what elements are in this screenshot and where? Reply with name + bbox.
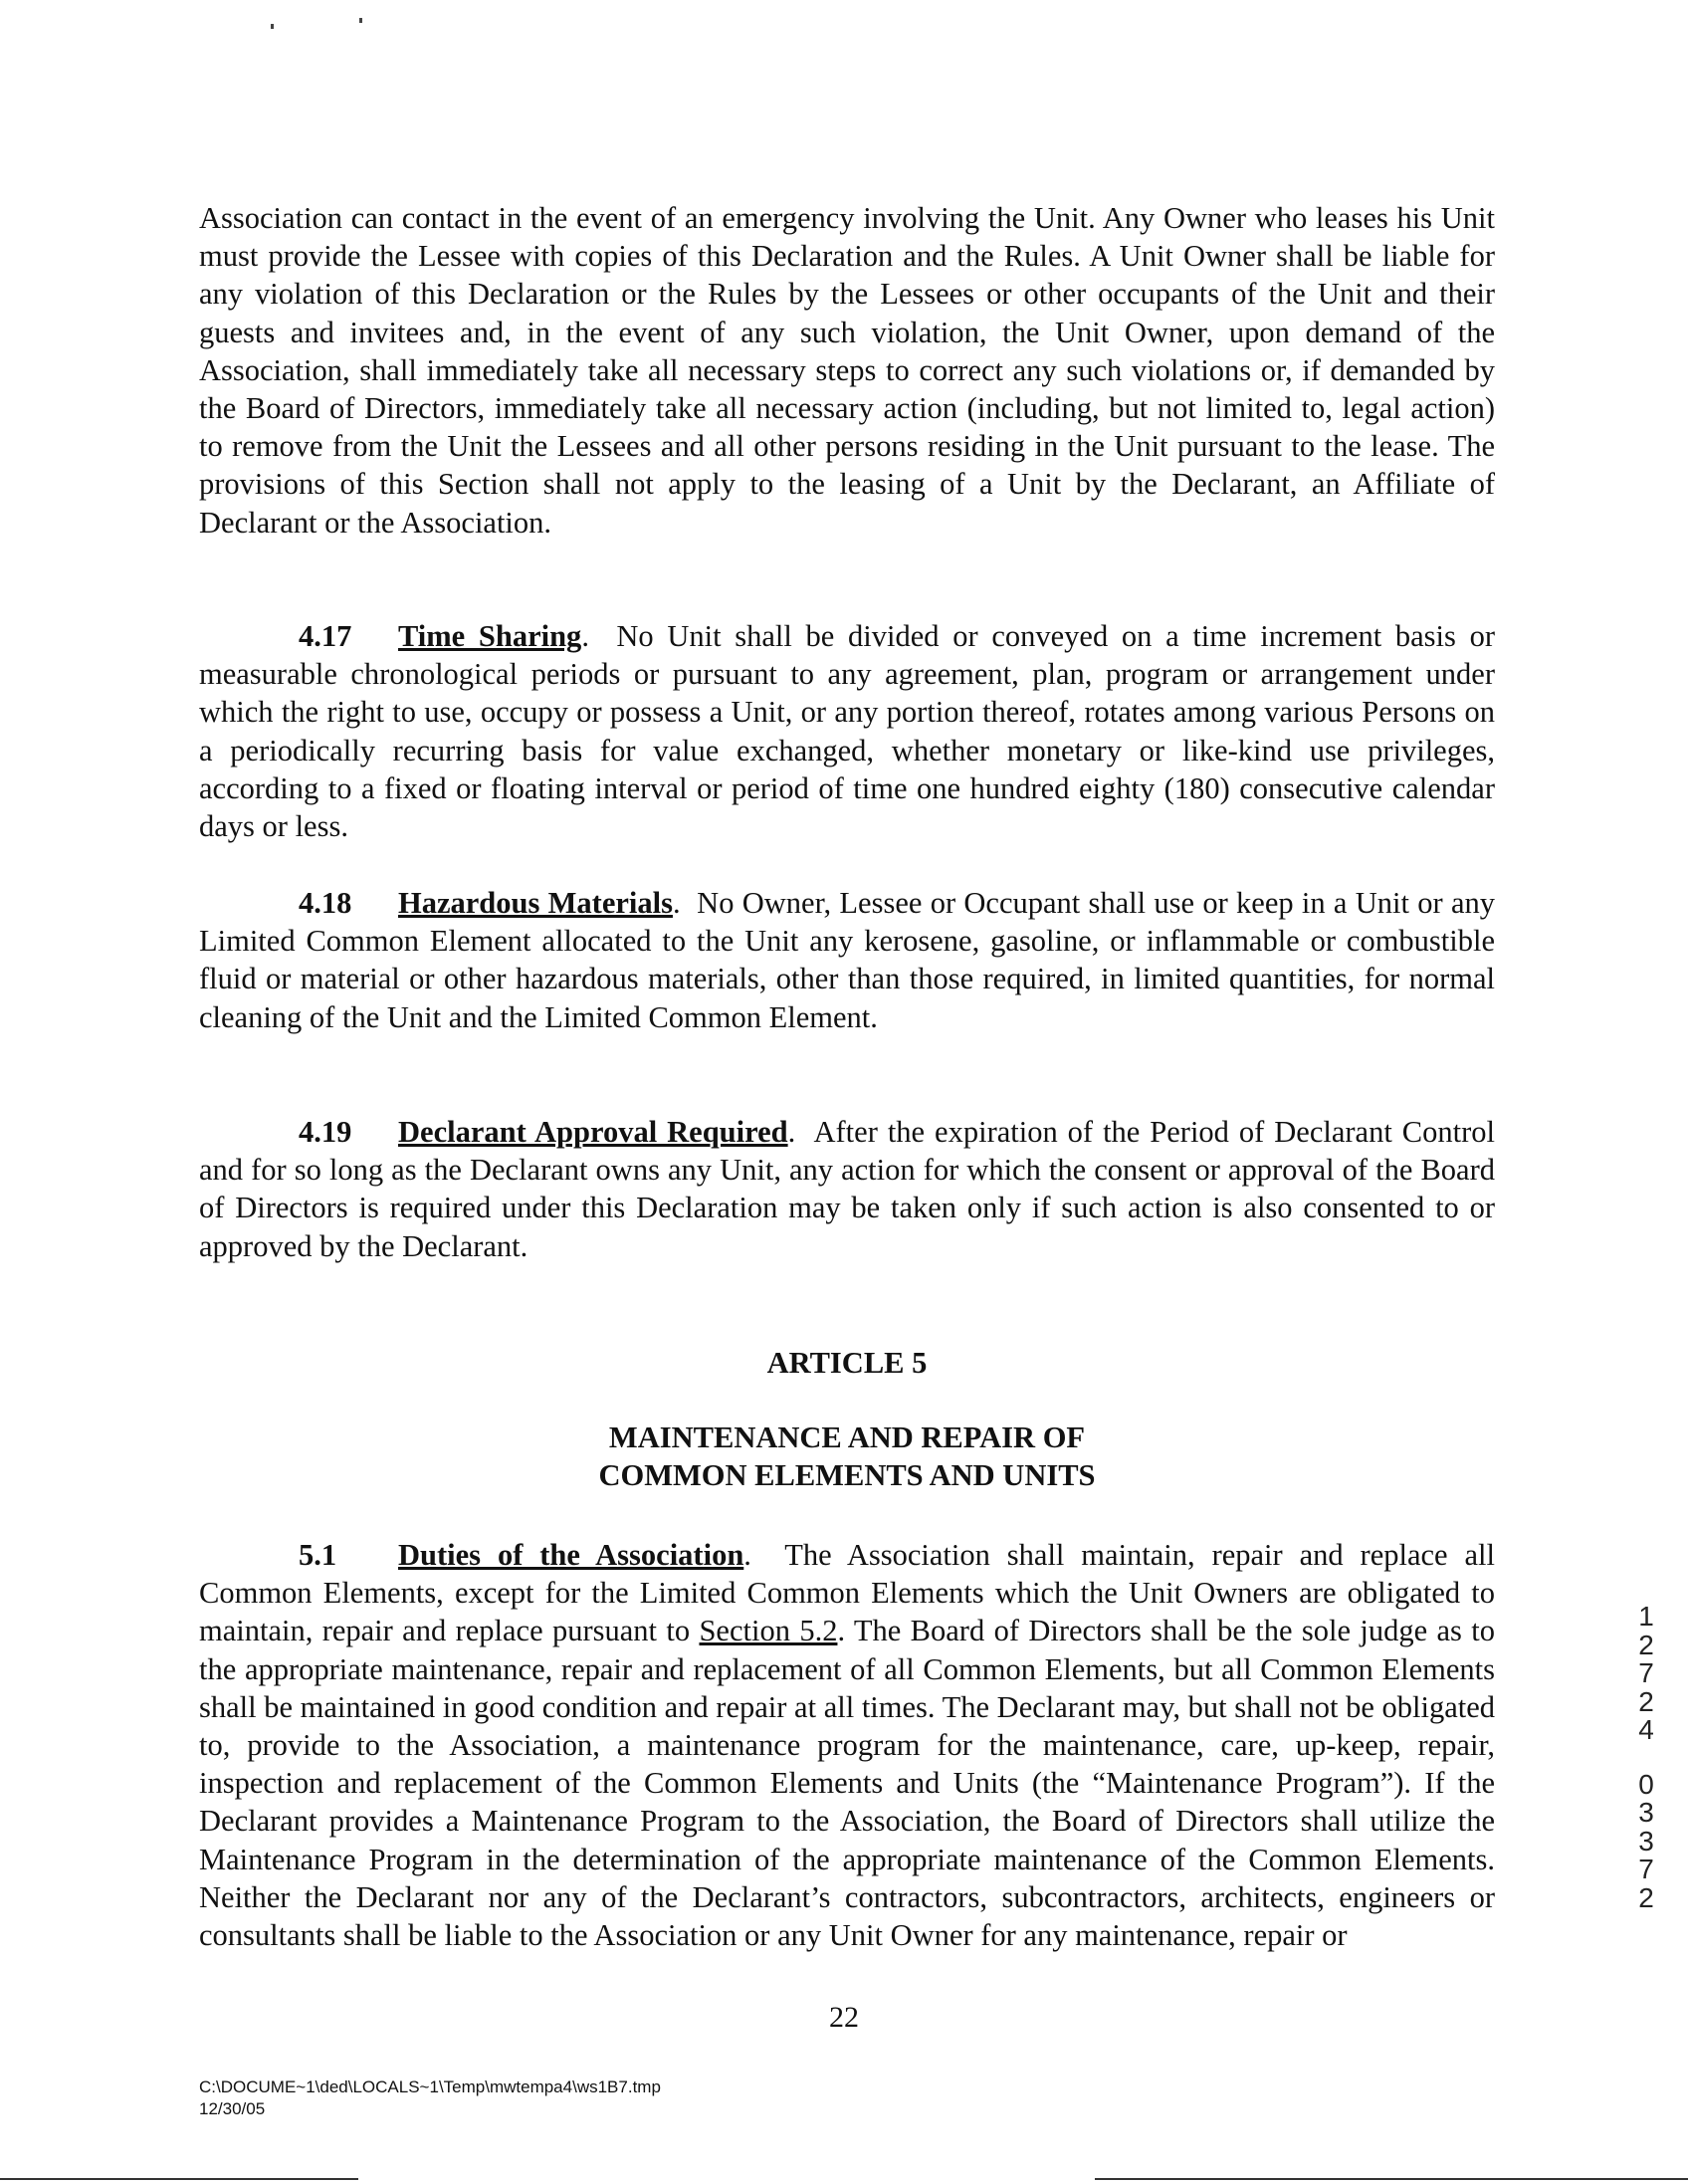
section-4-18: 4.18 Hazardous Materials. No Owner, Lessee or Occupant shall use or keep in a Unit or any Limited Common Element allocated to the Unit any kerosene, gasoline, or inflammable or combustible fluid or material or other hazardous materials, other than those required, in limited quantities, for normal cleaning of the Unit and the Limited Common Element. [199,886,1495,1034]
footer-date: 12/30/05 [199,2099,266,2118]
section-text: The Association shall maintain, repair and replace all Common Elements, except for the Limited Common Elements which the Unit Owners are obligated to maintain, repair and replace pursuant to [199,1538,1495,1648]
stamp-digit: 0 [1638,1768,1654,1800]
stamp-digit: 1 [1638,1601,1654,1632]
section-text-continued: . The Board of Directors shall be the sole judge as to the appropriate maintenance, repair and replacement of all Common Elements, but all Common Elements shall be maintained in good condition and repair at all times. The Declarant may, but shall not be obligated to, provide to the Association, a maintenance program for the maintenance, care, up-keep, repair, inspection and replacement of the Common Elements and Units (the “Maintenance Program”). If the Declarant provides a Maintenance Program to the Association, the Board of Directors shall utilize the Maintenance Program in the determination of the appropriate maintenance of the Common Elements. Neither the Declarant nor any of the Declarant’s contractors, subcontractors, architects, engineers or consultants shall be liable to the Association or any Unit Owner for any maintenance, repair or [199,1614,1496,1953]
scan-speck [271,24,274,29]
article-title-line-1: MAINTENANCE AND REPAIR OF [608,1420,1086,1454]
page-number: 22 [829,2001,859,2034]
scan-speck [359,18,362,23]
section-title: Declarant Approval Required [398,1115,788,1149]
stamp-digit: 2 [1638,1685,1654,1717]
section-4-17: 4.17 Time Sharing. No Unit shall be divided or conveyed on a time increment basis or measurable chronological periods or pursuant to any agreement, plan, program or arrangement under which the right to use, occupy or possess a Unit, or any portion thereof, rotates among various Persons on a periodically recurring basis for value exchanged, whether monetary or like-kind use privileges, according to a fixed or floating interval or period of time one hundred eighty (180) consecutive calendar days or less. [199,619,1495,844]
section-title: Duties of the Association [398,1538,744,1572]
section-text: After the expiration of the Period of Declarant Control and for so long as the Declarant owns any Unit, any action for which the consent or approval of the Board of Directors is required under this Declaration may be taken only if such action is also consented to or approved by the Declarant. [199,1115,1495,1263]
footer-file-path: C:\DOCUME~1\ded\LOCALS~1\Temp\mwtempa4\ws1B7.tmp [199,2077,661,2096]
scan-edge-rule [0,2178,358,2180]
article-title-line-2: COMMON ELEMENTS AND UNITS [598,1458,1096,1492]
paragraph-intro: Association can contact in the event of an emergency involving the Unit. Any Owner who leases his Unit must provide the Lessee with copies of this Declaration and the Rules. A Unit Owner shall be liable for any violation of this Declaration or the Rules by the Lessees or other occupants of the Unit and their guests and invitees and, in the event of any such violation, the Unit Owner, upon demand of the Association, shall immediately take all necessary steps to correct any such violations or, if demanded by the Board of Directors, immediately take all necessary action (including, but not limited to, legal action) to remove from the Unit the Lessees and all other persons residing in the Unit pursuant to the lease. The provisions of this Section shall not apply to the leasing of a Unit by the Declarant, an Affiliate of Declarant or the Association. [199,201,1495,540]
section-5-1: 5.1 Duties of the Association. The Association shall maintain, repair and replace all Common Elements, except for the Limited Common Elements which the Unit Owners are obligated to maintain, repair and replace pursuant to Section 5.2. The Board of Directors shall be the sole judge as to the appropriate maintenance, repair and replacement of all Common Elements, but all Common Elements shall be maintained in good condition and repair at all times. The Declarant may, but shall not be obligated to, provide to the Association, a maintenance program for the maintenance, care, up-keep, repair, inspection and replacement of the Common Elements and Units (the “Maintenance Program”). If the Declarant provides a Maintenance Program to the Association, the Board of Directors shall utilize the Maintenance Program in the determination of the appropriate maintenance of the Common Elements. Neither the Declarant nor any of the Declarant’s contractors, subcontractors, architects, engineers or consultants shall be liable to the Association or any Unit Owner for any maintenance, repair or [199,1538,1496,1953]
stamp-gap [1632,1745,1660,1771]
article-heading: ARTICLE 5 [766,1346,928,1380]
section-number: 5.1 [299,1538,337,1572]
stamp-digit: 7 [1638,1854,1654,1884]
stamp-digit: 4 [1638,1714,1654,1745]
section-number: 4.18 [299,886,352,920]
side-recording-stamp [1632,1603,1660,1912]
stamp-digit: 3 [1638,1797,1654,1828]
section-number: 4.19 [299,1115,352,1149]
section-reference: Section 5.2 [699,1614,838,1648]
section-text: No Owner, Lessee or Occupant shall use or keep in a Unit or any Limited Common Element allocated to the Unit any kerosene, gasoline, or inflammable or combustible fluid or material or other hazardous materials, other than those required, in limited quantities, for normal cleaning of the Unit and the Limited Common Element. [199,886,1495,1034]
section-number: 4.17 [299,619,352,653]
stamp-digit: 3 [1638,1825,1654,1856]
stamp-digit: 2 [1638,1881,1654,1913]
section-text: No Unit shall be divided or conveyed on a time increment basis or measurable chronological periods or pursuant to any agreement, plan, program or arrangement under which the right to use, occupy or possess a Unit, or any portion thereof, rotates among various Persons on a periodically recurring basis for value exchanged, whether monetary or like-kind use privileges, according to a fixed or floating interval or period of time one hundred eighty (180) consecutive calendar days or less. [199,619,1495,844]
section-4-19: 4.19 Declarant Approval Required. After the expiration of the Period of Declarant Control and for so long as the Declarant owns any Unit, any action for which the consent or approval of the Board of Directors is required under this Declaration may be taken only if such action is also consented to or approved by the Declarant. [199,1115,1495,1263]
section-title: Time Sharing [398,619,582,653]
stamp-digit: 7 [1638,1657,1654,1688]
scan-edge-rule [1095,2178,1688,2180]
section-title: Hazardous Materials [398,886,673,920]
stamp-digit: 2 [1638,1629,1654,1660]
